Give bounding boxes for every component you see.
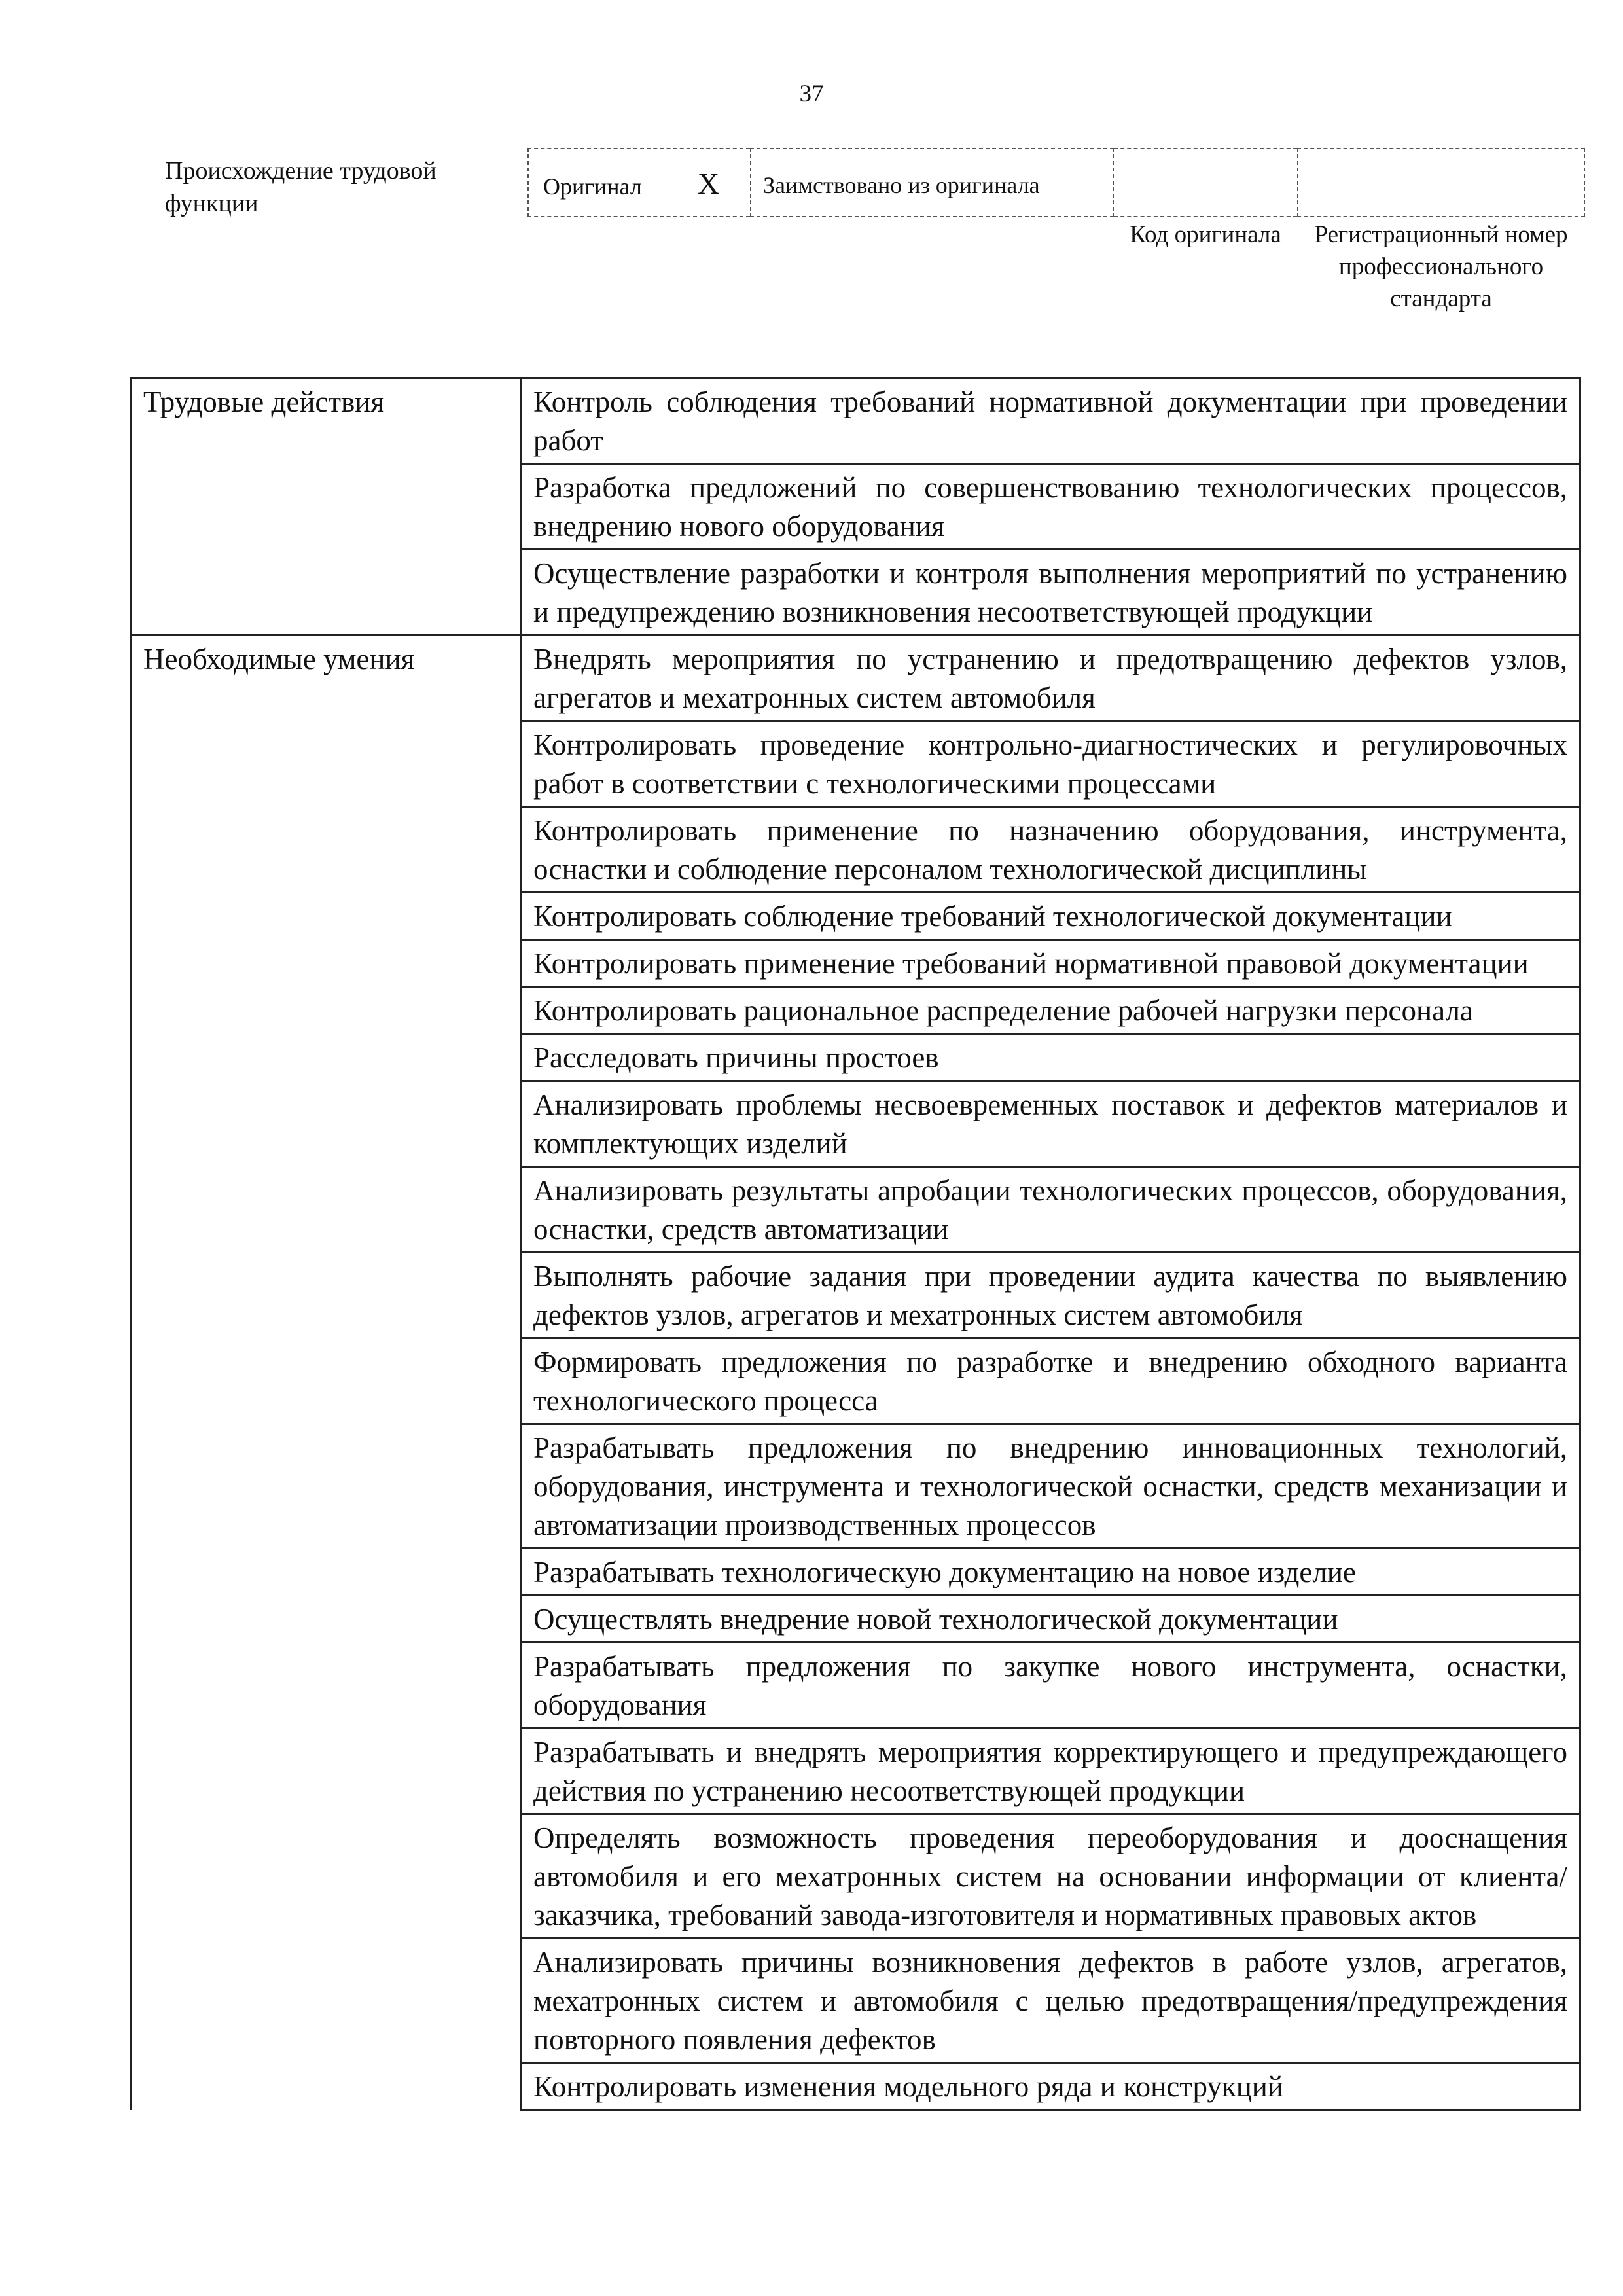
origin-original-label: Оригинал (543, 173, 642, 200)
table-cell: Разрабатывать и внедрять мероприятия корректирующего и предупреждающего действия по устранению несоответствующей продукции (521, 1729, 1580, 1814)
functions-table (130, 377, 1581, 2111)
table-cell: Разработка предложений по совершенствованию технологических процессов, внедрению нового оборудования (521, 464, 1580, 550)
table-row (131, 378, 1580, 464)
table-cell: Определять возможность проведения переоборудования и дооснащения автомобиля и его мехатронных систем на основании информации от клиента/заказчика, требований завода-изготовителя и нормативных правовых актов (521, 1814, 1580, 1939)
table-cell: Контролировать применение требований нормативной правовой документации (521, 940, 1580, 987)
table-cell: Разрабатывать предложения по закупке нового инструмента, оснастки, оборудования (521, 1643, 1580, 1729)
table-cell: Разрабатывать технологическую документацию на новое изделие (521, 1549, 1580, 1596)
table-cell: Осуществлять внедрение новой технологической документации (521, 1596, 1580, 1643)
table-cell: Контролировать рациональное распределение рабочей нагрузки персонала (521, 987, 1580, 1034)
table-cell: Контролировать соблюдение требований технологической документации (521, 893, 1580, 940)
origin-original-mark: X (698, 167, 720, 200)
origin-reg-number-cell (1297, 148, 1585, 217)
table-row (131, 636, 1580, 721)
table-cell: Контролировать применение по назначению оборудования, инструмента, оснастки и соблюдение персоналом технологической дисциплины (521, 807, 1580, 893)
table-cell: Выполнять рабочие задания при проведении аудита качества по выявлению дефектов узлов, агрегатов и мехатронных систем автомобиля (521, 1253, 1580, 1338)
table-cell: Внедрять мероприятия по устранению и предотвращению дефектов узлов, агрегатов и мехатронных систем автомобиля (521, 636, 1580, 721)
table-cell: Контролировать изменения модельного ряда и конструкций (521, 2063, 1580, 2110)
table-cell: Расследовать причины простоев (521, 1034, 1580, 1081)
group-label: Необходимые умения (131, 636, 521, 2110)
table-cell: Разрабатывать предложения по внедрению инновационных технологий, оборудования, инструмента и технологической оснастки, средств механизации и автоматизации производственных процессов (521, 1424, 1580, 1549)
code-caption: Код оригинала (1130, 221, 1281, 248)
table-cell: Контроль соблюдения требований нормативной документации при проведении работ (521, 378, 1580, 464)
table-cell: Формировать предложения по разработке и внедрению обходного варианта технологического процесса (521, 1338, 1580, 1424)
table-cell: Анализировать проблемы несвоевременных поставок и дефектов материалов и комплектующих изделий (521, 1081, 1580, 1167)
reg-number-caption: Регистрационный номер профессионального стандарта (1314, 221, 1568, 312)
page-number: 37 (799, 81, 824, 107)
group-label: Трудовые действия (131, 378, 521, 636)
table-cell: Осуществление разработки и контроля выполнения мероприятий по устранению и предупреждению возникновения несоответствующей продукции (521, 550, 1580, 636)
origin-borrowed-label: Заимствовано из оригинала (763, 172, 1040, 198)
table-cell: Анализировать причины возникновения дефектов в работе узлов, агрегатов, мехатронных систем и автомобиля с целью предотвращения/предупреждения повторного появления дефектов (521, 1939, 1580, 2063)
origin-label: Происхождение трудовой функции (165, 157, 437, 217)
origin-code-cell (1114, 148, 1297, 217)
table-cell: Анализировать результаты апробации технологических процессов, оборудования, оснастки, средств автоматизации (521, 1167, 1580, 1253)
table-cell: Контролировать проведение контрольно-диагностических и регулировочных работ в соответствии с технологическими процессами (521, 721, 1580, 807)
